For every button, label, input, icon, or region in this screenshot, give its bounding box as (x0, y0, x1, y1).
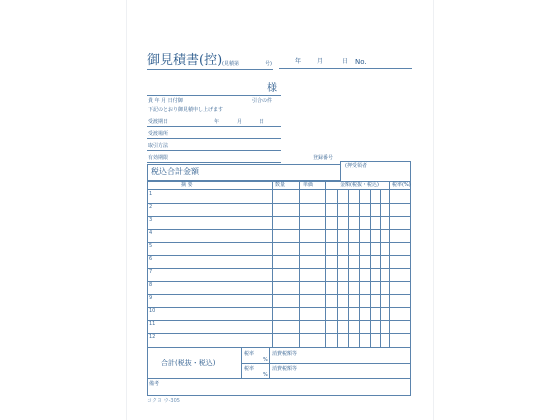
row-number: 3 (149, 217, 153, 223)
registration-number-label: 登録番号 (313, 155, 334, 161)
delivery-place-line (147, 138, 281, 139)
row-number: 9 (149, 295, 153, 301)
row-line (147, 229, 411, 230)
row-number: 11 (149, 321, 156, 327)
items-table (147, 181, 411, 348)
consumption-tax-label: 消費税額等 (272, 366, 298, 372)
valid-period-line (147, 162, 281, 163)
header-description: 摘 要 (181, 182, 193, 188)
date-day-label: 日 (342, 58, 349, 65)
consumption-tax-label: 消費税額等 (272, 351, 298, 357)
column-divider (272, 181, 273, 348)
payment-terms-label: 取引方法 (148, 143, 169, 149)
estimate-statement: 下記のとおり御見積申し上げます (148, 107, 224, 113)
grand-total-label: 合計(税抜・税込) (161, 359, 216, 367)
valid-period-label: 有効期限 (148, 155, 169, 161)
estimate-form-sheet (127, 0, 433, 420)
row-number: 1 (149, 191, 153, 197)
date-month-label: 月 (317, 58, 324, 65)
row-line (147, 216, 411, 217)
remarks-box (147, 379, 411, 396)
date-underline (279, 68, 412, 69)
inquiry-line: 貴 年 月 日付御 (148, 98, 183, 104)
delivery-month-label: 月 (237, 119, 243, 125)
header-tax-rate: 税率(%) (392, 182, 411, 188)
document-no-label: No. (355, 58, 367, 66)
date-year-label: 年 (295, 58, 302, 65)
delivery-year-label: 年 (214, 119, 220, 125)
estimate-number-suffix: 号) (265, 61, 272, 67)
delivery-place-label: 受渡場所 (148, 131, 169, 137)
row-number: 7 (149, 269, 153, 275)
tax-rate-percent: % (263, 357, 268, 363)
row-line (147, 203, 411, 204)
title-underline (147, 69, 273, 70)
column-divider (299, 181, 300, 348)
inquiry-line-tail: 引合の件 (252, 98, 273, 104)
column-divider (389, 181, 390, 348)
column-divider (325, 181, 326, 348)
row-line (147, 294, 411, 295)
row-number: 5 (149, 243, 153, 249)
delivery-date-label: 受渡期日 (148, 119, 169, 125)
tax-total-label: 税込合計金額 (151, 167, 199, 176)
recipient-underline (147, 95, 281, 96)
recipient-suffix: 様 (267, 83, 277, 94)
delivery-date-line (147, 126, 281, 127)
totals-divider (241, 363, 411, 364)
issuer-label: (押受領者 (345, 163, 367, 169)
header-amount: 金額(税抜・税込) (340, 182, 379, 188)
tax-rate-percent: % (263, 372, 268, 378)
row-number: 6 (149, 256, 153, 262)
row-line (147, 307, 411, 308)
product-code: コクヨ ウ-305 (147, 398, 180, 404)
row-line (147, 255, 411, 256)
table-header-divider (147, 189, 411, 190)
row-line (147, 268, 411, 269)
row-number: 4 (149, 230, 153, 236)
row-number: 10 (149, 308, 156, 314)
row-number: 12 (149, 334, 156, 340)
payment-terms-line (147, 150, 281, 151)
row-line (147, 281, 411, 282)
delivery-day-label: 日 (259, 119, 265, 125)
row-line (147, 320, 411, 321)
remarks-label: 備考 (149, 381, 160, 387)
form-title: 御見積書(控) (147, 53, 223, 68)
estimate-number-prefix: (見積第 (222, 61, 239, 67)
row-number: 8 (149, 282, 153, 288)
row-line (147, 333, 411, 334)
header-quantity: 数量 (275, 182, 286, 188)
row-number: 2 (149, 204, 153, 210)
header-unit-price: 単価 (303, 182, 314, 188)
tax-rate-label: 税率 (244, 366, 255, 372)
row-line (147, 242, 411, 243)
tax-rate-label: 税率 (244, 351, 255, 357)
